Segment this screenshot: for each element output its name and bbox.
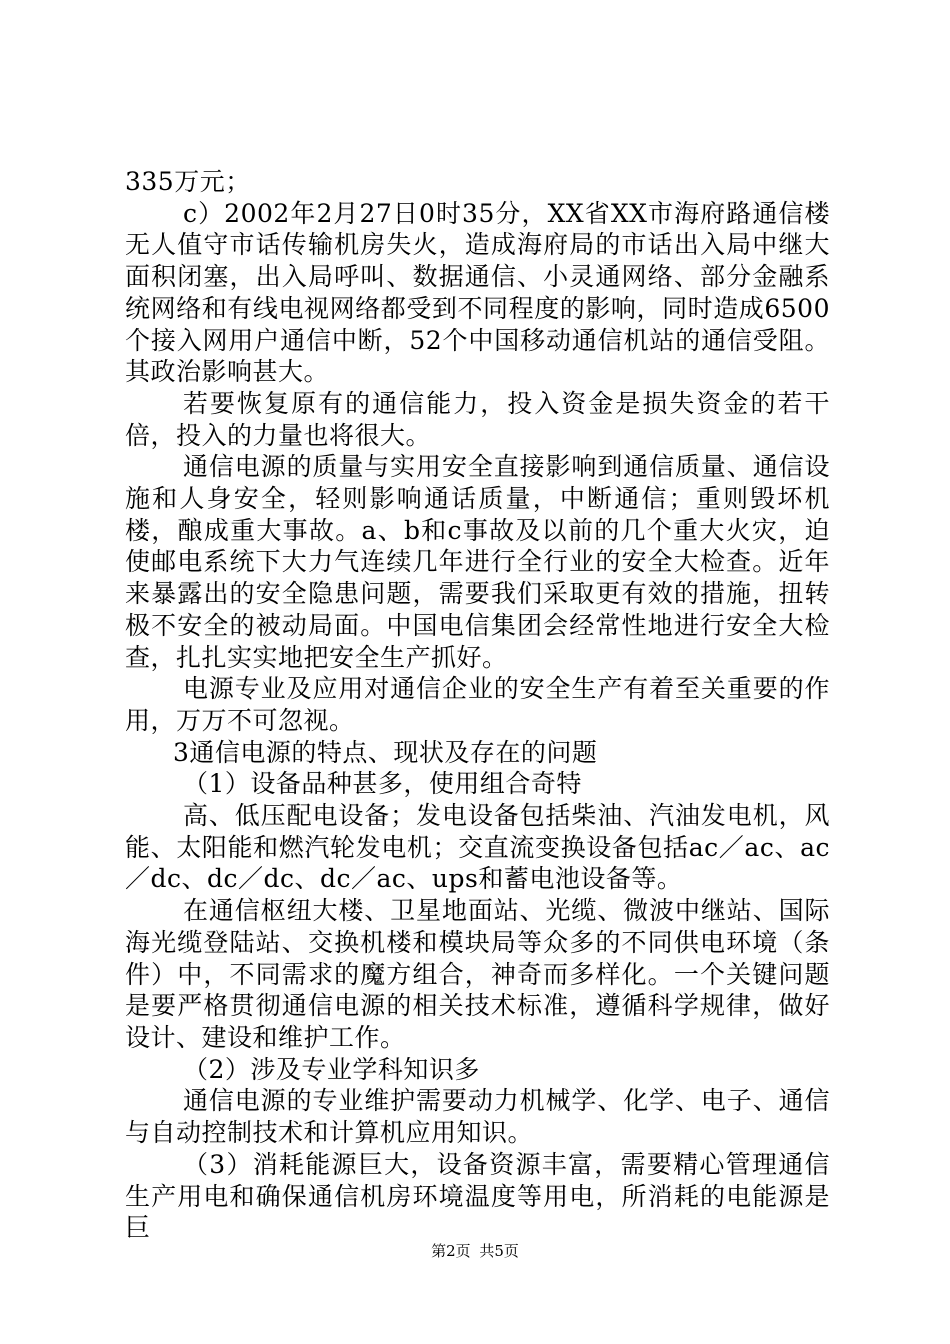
subheading-equipment-variety: （1）设备品种甚多，使用组合奇特 — [183, 769, 582, 799]
paragraph-continuation: 335万元； — [125, 167, 251, 196]
paragraph-recovery-cost: 若要恢复原有的通信能力，投入资金是损失资金的若干倍，投入的力量也将很大。 — [125, 388, 830, 450]
paragraph-energy-consumption: （3）消耗能源巨大，设备资源丰富，需要精心管理通信生产用电和确保通信机房环境温度等用电，所消耗的电能源是巨 — [125, 1149, 830, 1243]
page-number: 第2页 — [431, 1242, 471, 1260]
document-body — [125, 166, 830, 1244]
section-heading: 3通信电源的特点、现状及存在的问题 — [173, 737, 598, 767]
paragraph-power-quality: 通信电源的质量与实用安全直接影响到通信质量、通信设施和人身安全，轻则影响通话质量，中断通信；重则毁坏机楼，酿成重大事故。a、b和c事故及以前的几个重大火灾，迫使邮电系统下大力气连续几年进行全行业的安全大检查。近年来暴露出的安全隐患问题，需要我们采取更有效的措施，扭转极不安全的被动局面。中国电信集团会经常性地进行安全大检查，扎扎实实地把安全生产抓好。 — [125, 452, 830, 672]
paragraph-incident-c: c）2002年2月27日0时35分，XX省XX市海府路通信楼无人值守市话传输机房失火，造成海府局的市话出入局中继大面积闭塞，出入局呼叫、数据通信、小灵通网络、部分金融系统网络和有线电视网络都受到不同程度的影响，同时造成6500个接入网用户通信中断，52个中国移动通信机站的通信受阻。其政治影响甚大。 — [125, 198, 830, 387]
subheading-disciplines: （2）涉及专业学科知识多 — [183, 1054, 480, 1084]
paragraph-importance: 电源专业及应用对通信企业的安全生产有着至关重要的作用，万万不可忽视。 — [125, 674, 830, 735]
page-total: 共5页 — [479, 1242, 519, 1260]
paragraph-supply-environments: 在通信枢纽大楼、卫星地面站、光缆、微波中继站、国际海光缆登陆站、交换机楼和模块局等众多的不同供电环境（条件）中，不同需求的魔方组合，神奇而多样化。一个关键问题是要严格贯彻通信电源的相关技术标准，遵循科学规律，做好设计、建设和维护工作。 — [125, 896, 830, 1052]
paragraph-equipment-list: 高、低压配电设备；发电设备包括柴油、汽油发电机，风能、太阳能和燃汽轮发电机；交直流变换设备包括ac／ac、ac／dc、dc／dc、dc／ac、ups和蓄电池设备等。 — [125, 801, 830, 894]
paragraph-maintenance-knowledge: 通信电源的专业维护需要动力机械学、化学、电子、通信与自动控制技术和计算机应用知识。 — [125, 1086, 830, 1148]
page-footer — [0, 1240, 950, 1261]
